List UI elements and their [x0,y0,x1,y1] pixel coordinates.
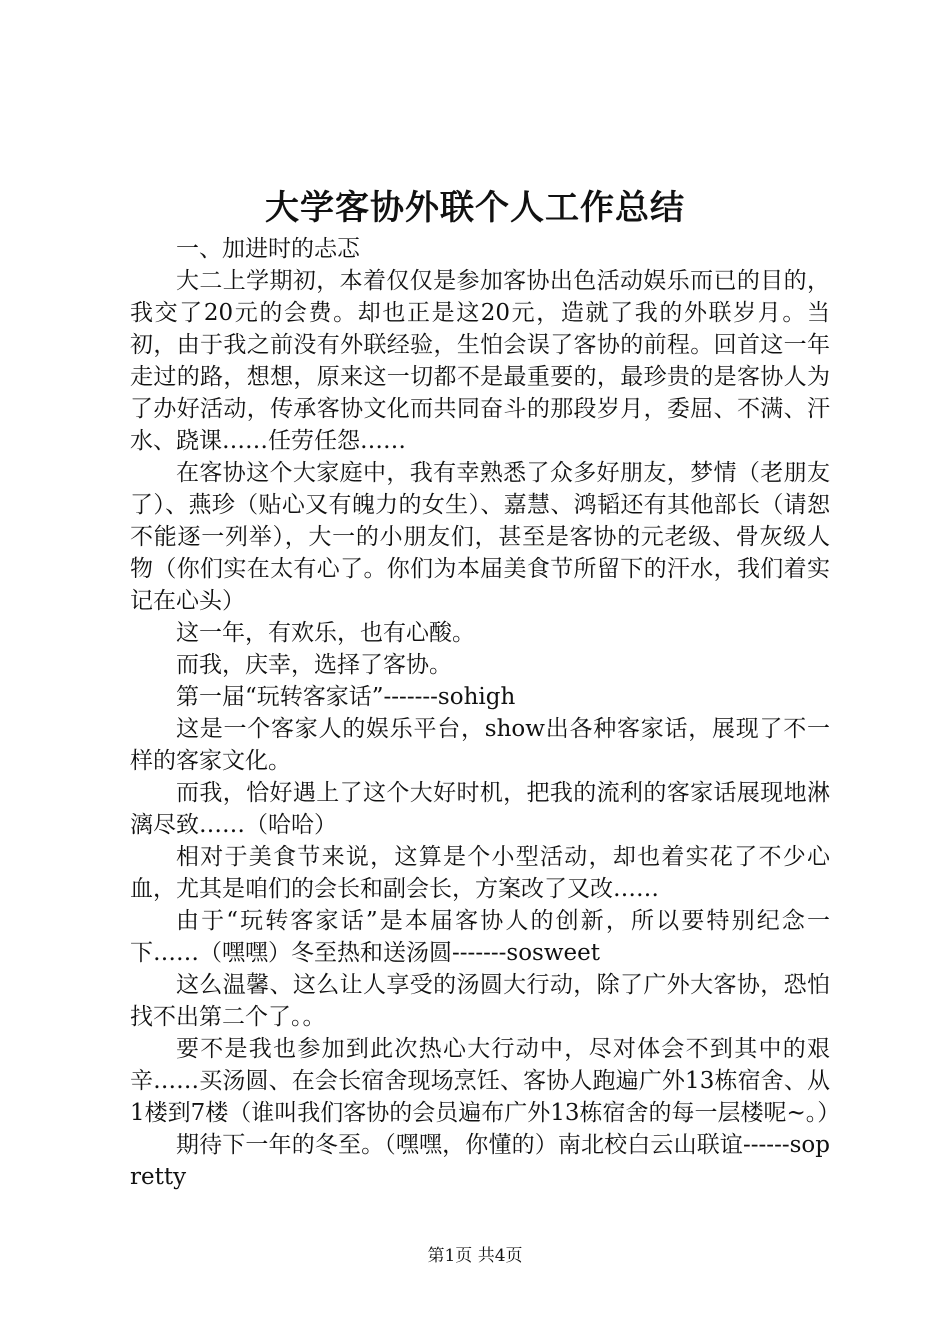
section-heading: 一、加进时的忐忑 [176,236,360,262]
page-number-footer: 第1页 共4页 [427,1246,523,1266]
document-title: 大学客协外联个人工作总结 [265,188,685,228]
paragraph: 这么温馨、这么让人享受的汤圆大行动，除了广外大客协，恐怕找不出第二个了。。 [130,972,830,1030]
paragraph: 这一年，有欢乐，也有心酸。 [176,620,475,646]
paragraph: 这是一个客家人的娱乐平台，show出各种客家话，展现了不一样的客家文化。 [130,716,830,774]
paragraph: 期待下一年的冬至。（嘿嘿，你懂的）南北校白云山联谊------sopretty [130,1132,830,1190]
document-body [130,233,841,1193]
paragraph: 在客协这个大家庭中，我有幸熟悉了众多好朋友，梦情（老朋友了）、燕珍（贴心又有魄力的女生）、嘉慧、鸿韬还有其他部长（请恕不能逐一列举），大一的小朋友们，甚至是客协的元老级、骨灰级人物（你们实在太有心了。你们为本届美食节所留下的汗水，我们着实记在心头） [130,460,830,614]
paragraph: 而我，恰好遇上了这个大好时机，把我的流利的客家话展现地淋漓尽致……（哈哈） [130,780,830,838]
paragraph: 由于“玩转客家话”是本届客协人的创新，所以要特别纪念一下……（嘿嘿）冬至热和送汤圆-------sosweet [130,908,830,966]
paragraph: 大二上学期初，本着仅仅是参加客协出色活动娱乐而已的目的，我交了20元的会费。却也正是这20元，造就了我的外联岁月。当初，由于我之前没有外联经验，生怕会误了客协的前程。回首这一年走过的路，想想，原来这一切都不是最重要的，最珍贵的是客协人为了办好活动，传承客协文化而共同奋斗的那段岁月，委屈、不满、汗水、跷课……任劳任怨…… [130,268,830,454]
paragraph: 第一届“玩转客家话”-------sohigh [176,684,516,710]
paragraph: 相对于美食节来说，这算是个小型活动，却也着实花了不少心血，尤其是咱们的会长和副会长，方案改了又改…… [130,844,830,902]
paragraph: 而我，庆幸，选择了客协。 [176,652,452,678]
paragraph: 要不是我也参加到此次热心大行动中，尽对体会不到其中的艰辛……买汤圆、在会长宿舍现场烹饪、客协人跑遍广外13栋宿舍、从1楼到7楼（谁叫我们客协的会员遍布广外13栋宿舍的每一层楼呢~。） [130,1036,841,1126]
